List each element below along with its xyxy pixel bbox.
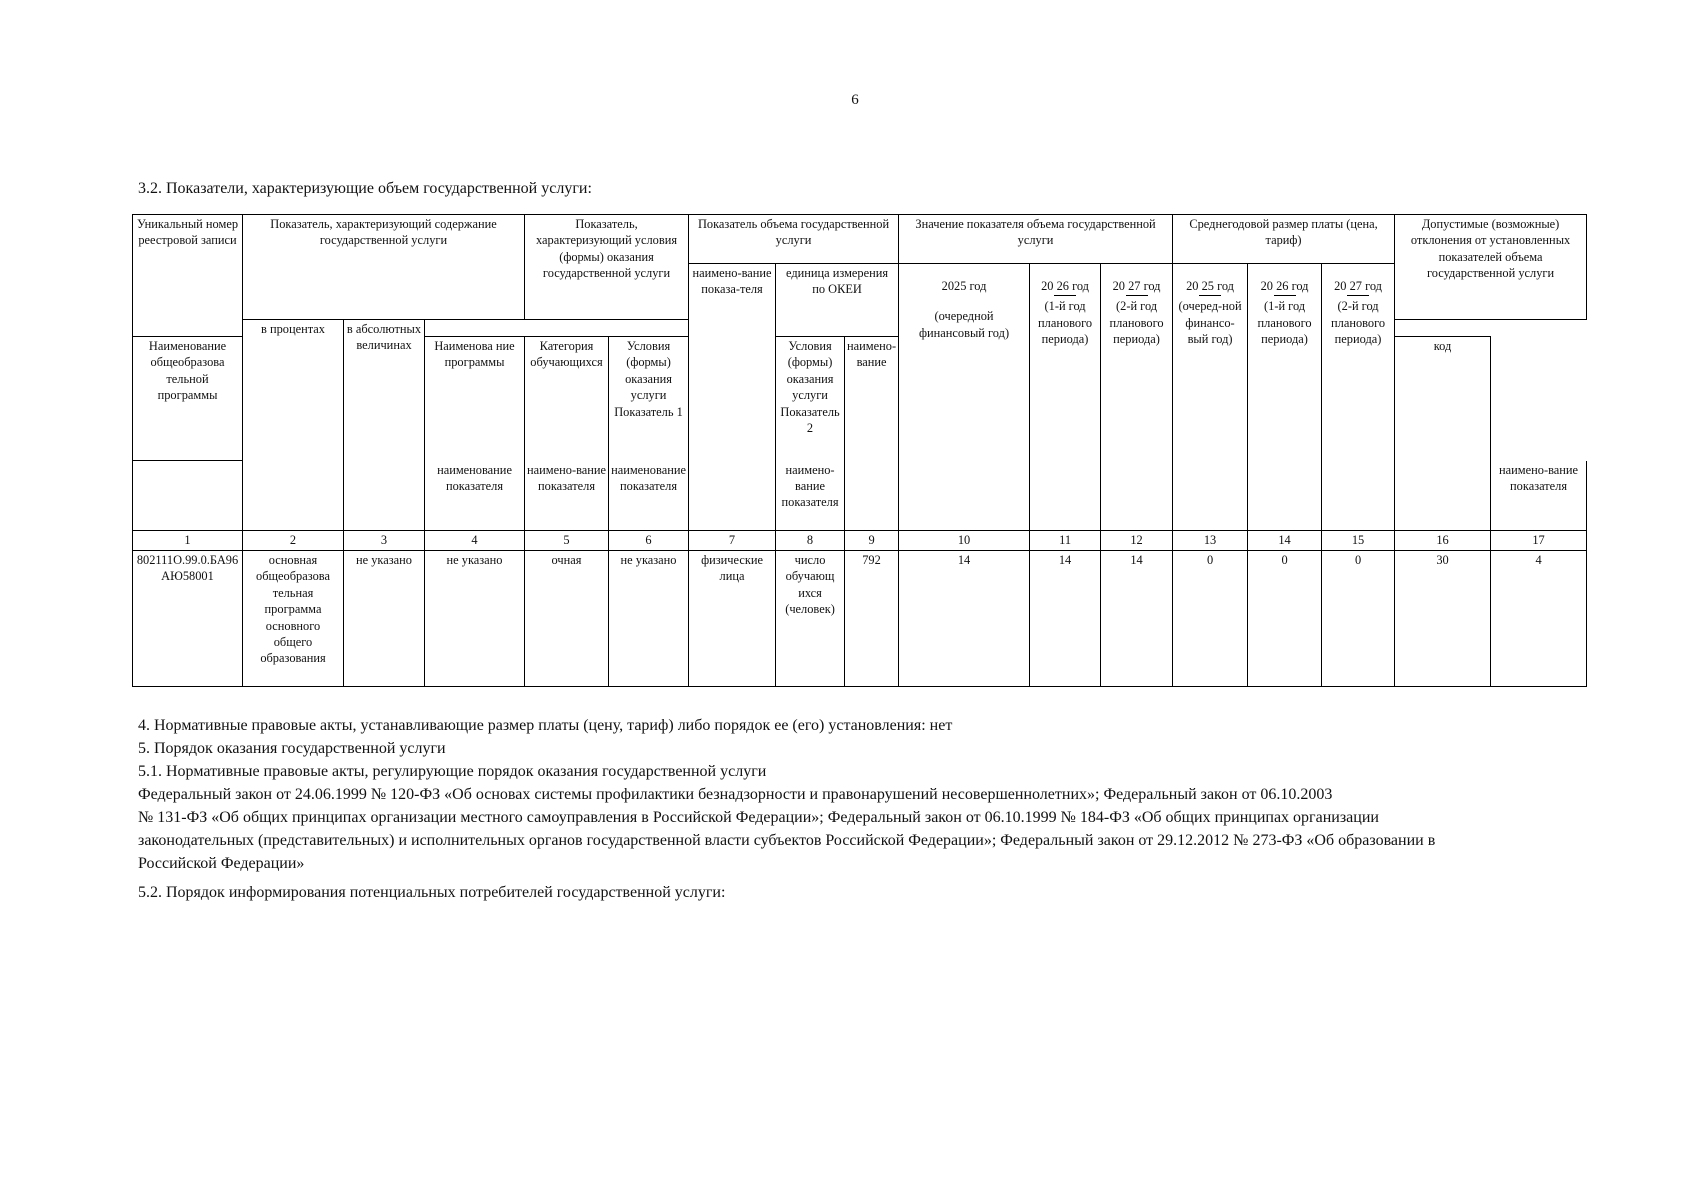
year-2027-label: 20 27 год <box>1112 279 1161 293</box>
fee-2026-label: 20 26 год <box>1260 279 1309 293</box>
header-condition-2: Условия (формы) оказания услуги Показатель 2 <box>776 337 845 461</box>
item-5-1: 5.1. Нормативные правовые акты, регулирующие порядок оказания государственной услуги <box>138 763 767 780</box>
cell-value-2026: 14 <box>1030 551 1101 687</box>
cell-value-2025: 14 <box>899 551 1030 687</box>
header-in-absolute: в абсолютных величинах <box>344 320 425 531</box>
column-number: 7 <box>689 531 776 551</box>
header-okei-code: код <box>1395 337 1491 531</box>
dash-divider <box>1199 295 1221 296</box>
cell-program: не указано <box>344 551 425 687</box>
laws-line-1: Федеральный закон от 24.06.1999 № 120-ФЗ «Об основах системы профилактики безнадзорности и правонарушений несовершеннолетних»; Федеральный закон от 06.10.2003 <box>138 786 1333 803</box>
cell-fee-2025: 0 <box>1173 551 1248 687</box>
column-number: 4 <box>425 531 525 551</box>
column-number: 16 <box>1395 531 1491 551</box>
cell-deviation-absolute: 4 <box>1491 551 1587 687</box>
header-ind-name-3: наимено-вание показателя <box>525 461 609 531</box>
cell-okei-name: число обучающ ихся (человек) <box>776 551 845 687</box>
section-title: 3.2. Показатели, характеризующие объем государственной услуги: <box>138 180 592 197</box>
header-unique-number: Уникальный номер реестровой записи <box>133 215 243 337</box>
column-number: 5 <box>525 531 609 551</box>
header-fee-2026 <box>1248 264 1322 531</box>
dash-divider <box>1126 295 1148 296</box>
header-student-category: Категория обучающихся <box>525 337 609 461</box>
header-volume-indicator: Показатель объема государственной услуги <box>689 215 899 264</box>
page-number: 6 <box>851 92 859 108</box>
laws-line-4: Российской Федерации» <box>138 855 305 872</box>
header-blank <box>133 461 243 531</box>
column-number: 10 <box>899 531 1030 551</box>
year-2026-label: 20 26 год <box>1041 279 1089 293</box>
laws-line-3: законодательных (представительных) и исполнительных органов государственной власти субъектов Российской Федерации»; Федеральный закон от 29.12.2012 № 273-ФЗ «Об образовании в <box>138 832 1436 849</box>
header-content-indicator: Показатель, характеризующий содержание государственной услуги <box>243 215 525 320</box>
cell-fee-2027: 0 <box>1322 551 1395 687</box>
dash-divider <box>1054 295 1076 296</box>
fee-2027-label: 20 27 год <box>1334 279 1382 293</box>
column-number: 9 <box>845 531 899 551</box>
item-5-2: 5.2. Порядок информирования потенциальных потребителей государственной услуги: <box>138 884 726 901</box>
header-okei-name: наимено-вание <box>845 337 899 531</box>
column-number: 3 <box>344 531 425 551</box>
header-conditions-indicator: Показатель, характеризующий условия (формы) оказания государственной услуги <box>525 215 689 320</box>
header-fee-2027 <box>1322 264 1395 531</box>
cell-condition-2: не указано <box>609 551 689 687</box>
cell-value-2027: 14 <box>1101 551 1173 687</box>
header-ind-name-2: наименование показателя <box>425 461 525 531</box>
header-year-2025 <box>899 264 1030 531</box>
header-deviations: Допустимые (возможные) отклонения от установленных показателей объема государственной услуги <box>1395 215 1587 320</box>
header-avg-fee: Среднегодовой размер платы (цена, тариф) <box>1173 215 1395 264</box>
header-year-2027 <box>1101 264 1173 531</box>
cell-okei-code: 792 <box>845 551 899 687</box>
laws-line-2: № 131-ФЗ «Об общих принципах организации местного самоуправления в Российской Федерации»; Федеральный закон от 06.10.1999 № 184-ФЗ «Об общих принципах организации <box>138 809 1379 826</box>
column-number: 2 <box>243 531 344 551</box>
header-okei-unit: единица измерения по ОКЕИ <box>776 264 899 337</box>
column-number: 14 <box>1248 531 1322 551</box>
dash-divider <box>1274 295 1296 296</box>
cell-program-name: основная общеобразова тельная программа основного общего образования <box>243 551 344 687</box>
dash-divider <box>1347 295 1369 296</box>
cell-indicator-name: физические лица <box>689 551 776 687</box>
fee-2026-sub: (1-й год планового периода) <box>1257 299 1312 347</box>
column-number: 11 <box>1030 531 1101 551</box>
fee-2025-sub: (очеред-ной финансо-вый год) <box>1178 299 1242 347</box>
header-indicator-name: наимено-вание показа-теля <box>689 264 776 531</box>
fee-2025-label: 20 25 год <box>1186 279 1234 293</box>
volume-indicators-table <box>132 214 1587 687</box>
cell-condition-1: очная <box>525 551 609 687</box>
header-condition-1: Условия (формы) оказания услуги Показатель 1 <box>609 337 689 461</box>
header-volume-value: Значение показателя объема государственной услуги <box>899 215 1173 264</box>
fee-2027-sub: (2-й год планового периода) <box>1331 299 1386 347</box>
item-4: 4. Нормативные правовые акты, устанавливающие размер платы (цену, тариф) либо порядок ее (его) установления: нет <box>138 717 953 734</box>
year-2025-label: 2025 год <box>941 279 987 293</box>
registry-number: 802111О.99.0.БА96АЮ58001 <box>133 551 243 687</box>
year-2027-sub: (2-й год планового периода) <box>1109 299 1164 347</box>
year-2025-sub: (очередной финансовый год) <box>919 309 1010 340</box>
header-program-name: Наименование общеобразова тельной программы <box>133 337 243 461</box>
header-year-2026 <box>1030 264 1101 531</box>
year-2026-sub: (1-й год планового периода) <box>1038 299 1093 347</box>
column-number: 13 <box>1173 531 1248 551</box>
column-number: 6 <box>609 531 689 551</box>
header-in-percent: в процентах <box>243 320 344 531</box>
cell-fee-2026: 0 <box>1248 551 1322 687</box>
header-ind-name-5: наимено-вание показателя <box>776 461 845 531</box>
column-number: 8 <box>776 531 845 551</box>
header-ind-name-4: наименование показателя <box>609 461 689 531</box>
item-5: 5. Порядок оказания государственной услуги <box>138 740 446 757</box>
column-number: 1 <box>133 531 243 551</box>
header-fee-2025 <box>1173 264 1248 531</box>
column-number: 15 <box>1322 531 1395 551</box>
table-row <box>133 551 1587 687</box>
column-number: 17 <box>1491 531 1587 551</box>
footer-text <box>138 714 1584 904</box>
cell-deviation-percent: 30 <box>1395 551 1491 687</box>
cell-student-category: не указано <box>425 551 525 687</box>
header-ind-name-6: наимено-вание показателя <box>1491 461 1587 531</box>
column-number: 12 <box>1101 531 1173 551</box>
header-program: Наименова ние программы <box>425 337 525 461</box>
